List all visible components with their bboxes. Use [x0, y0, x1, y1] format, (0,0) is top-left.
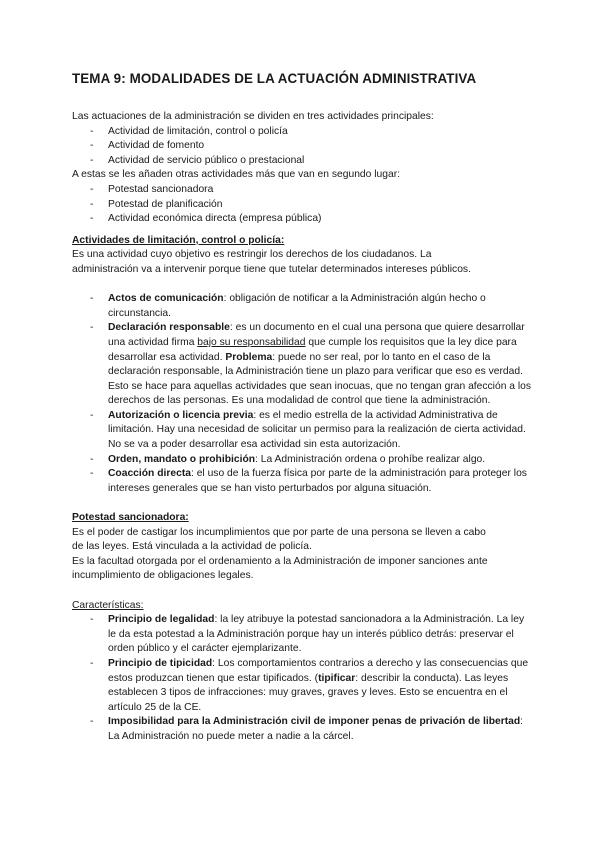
- list-item: - Actividad de limitación, control o policía: [90, 125, 288, 137]
- page-title: TEMA 9: MODALIDADES DE LA ACTUACIÓN ADMINISTRATIVA: [72, 71, 477, 86]
- limitation-heading: Actividades de limitación, control o policía:: [72, 234, 285, 246]
- list-item: - Principio de tipicidad: Los comportamientos contrarios a derecho y las consecuencias que estos produzcan tienen que estar tipificados. (tipificar: describir la conducta). Las leyes establecen 3 tipos de infracciones: muy graves, graves y leves. Esto se encuentra en el artículo 25 de la CE.: [90, 657, 529, 713]
- list-item: - Imposibilidad para la Administración civil de imponer penas de privación de libertad: La Administración no puede meter a nadie a la cárcel.: [90, 716, 524, 742]
- limitation-list: [72, 292, 532, 496]
- secondary-intro-text: A estas se les añaden otras actividades más que van en segundo lugar:: [72, 169, 400, 181]
- list-item: - Actividad de servicio público o prestacional: [90, 154, 305, 166]
- secondary-activities-list: [72, 183, 532, 227]
- list-item: - Coacción directa: el uso de la fuerza física por parte de la administración para proteger los intereses generales que se han visto perturbados por alguna situación.: [90, 468, 527, 494]
- list-item: - Autorización o licencia previa: es el medio estrella de la actividad Administrativa de limitación. Hay una necesidad de solicitar un permiso para la realización de cierta actividad. No se va a poder desarrollar esa actividad sin esta autorización.: [90, 409, 526, 451]
- main-activities-list: [72, 125, 532, 169]
- list-item: - Potestad sancionadora: [90, 183, 214, 195]
- sanctioning-heading: Potestad sancionadora:: [72, 512, 189, 524]
- list-item: - Actos de comunicación: obligación de notificar a la Administración algún hecho o circunstancia.: [90, 293, 486, 319]
- list-item: - Declaración responsable: es un documento en el cual una persona que quiere desarrollar una actividad firma bajo su responsabilidad que cumple los requisitos que la ley dice para desarrollar esa actividad. Problema: puede no ser real, por lo tanto en el caso de la declaración responsable, la Administración tiene un plazo para verificar que eso es verdad. Esto se hace para aquellas actividades que sean inocuas, que no tengan gran afección a los derechos de las personas. Es una modalidad de control que tiene la administración.: [90, 322, 532, 407]
- list-item: - Orden, mandato o prohibición: La Administración ordena o prohíbe realizar algo.: [90, 453, 486, 465]
- characteristics-heading: Características:: [72, 599, 144, 611]
- limitation-paragraph: Es una actividad cuyo objetivo es restringir los derechos de los ciudadanos. La administración va a intervenir porque tiene que tutelar determinados intereses públicos.: [72, 249, 471, 275]
- list-item: - Potestad de planificación: [90, 198, 223, 210]
- list-item: - Actividad de fomento: [90, 140, 205, 152]
- intro-text: Las actuaciones de la administración se dividen en tres actividades principales:: [72, 111, 434, 122]
- characteristics-list: [72, 613, 532, 744]
- list-item: - Actividad económica directa (empresa pública): [90, 213, 322, 225]
- list-item: - Principio de legalidad: la ley atribuye la potestad sancionadora a la Administración. La ley le da esta potestad a la Administración porque hay un interés público detrás: preservar el orden público y el carácter ejemplarizante.: [90, 614, 525, 655]
- document-page: [72, 70, 532, 745]
- sanctioning-paragraph: Es el poder de castigar los incumplimientos que por parte de una persona se lleven a cabo de las leyes. Está vinculada a la actividad de policía. Es la facultad otorgada por el ordenamiento a la Administración de imponer sanciones ante incumplimiento de obligaciones legales.: [72, 526, 488, 582]
